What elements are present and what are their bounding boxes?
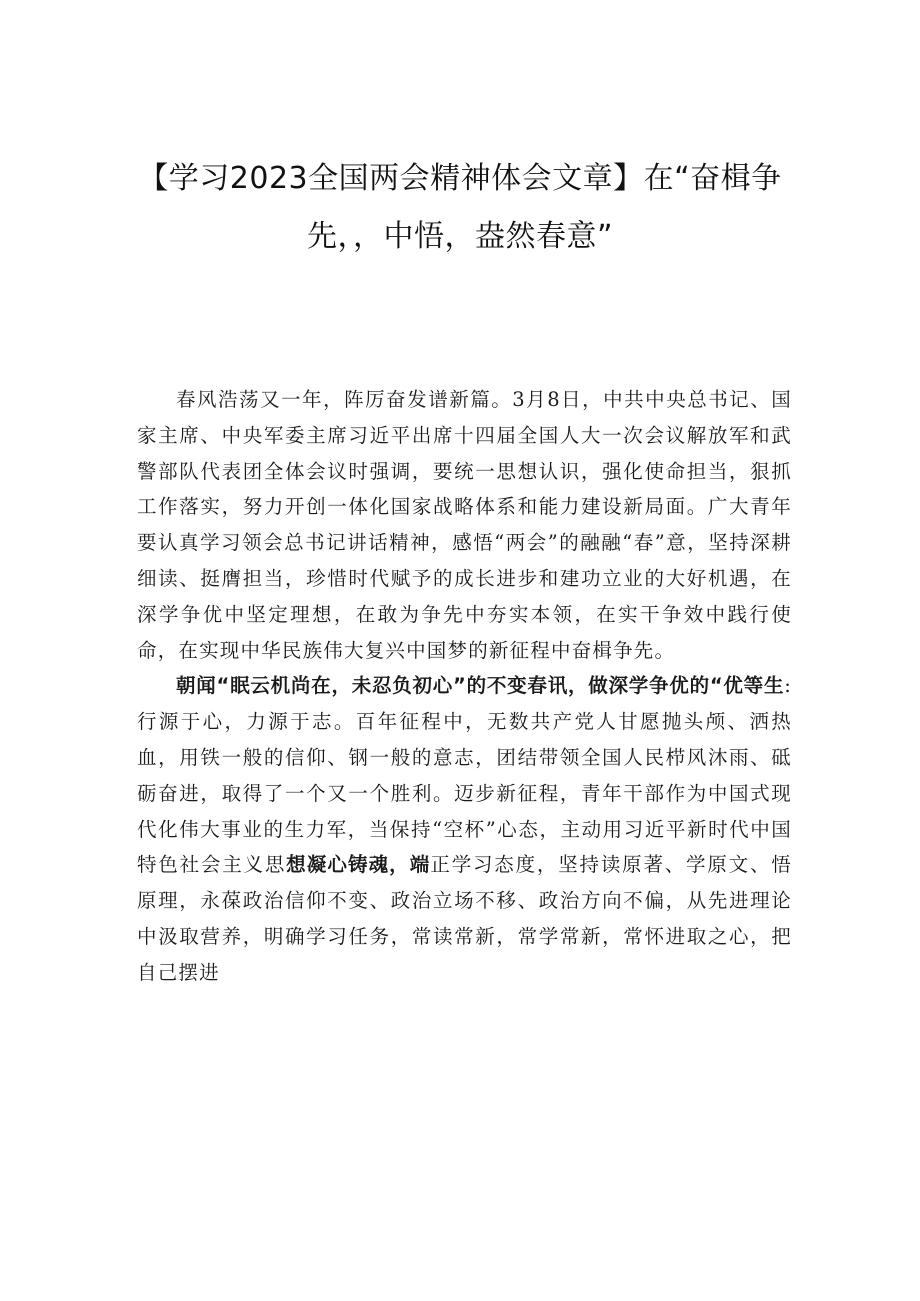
document-title: 【学习2023全国两会精神体会文章】在“奋楫争先，，中悟，盎然春意”	[138, 161, 782, 254]
paragraph-2-text-a: :行源于心，力源于志。百年征程中，无数共产党人甘愿抛头颅、洒热血，用铁一般的信仰、钢一般的意志，团结带领全国人民栉风沐雨、砥砺奋进，取得了一个又一个胜利。迈步新征程，青年干部作为中国式现代化伟大事业的生力军，当保持“空杯”心态，主动用习近平新时代中国特色社会主义思	[137, 674, 792, 877]
paragraph-2	[137, 668, 792, 990]
paragraph-2-text-b: 正学习态度，坚持读原著、学原文、悟原理，永葆政治信仰不变、政治立场不移、政治方向不偏，从先进理论中汲取营养，明确学习任务，常读常新，常学常新，常怀进取之心，把自己摆进	[137, 853, 792, 984]
paragraph-2-lead: 朝闻“眠云机尚在，未忍负初心”的不变春讯，做深学争优的“优等生	[176, 674, 785, 698]
document-body	[137, 382, 792, 991]
paragraph-1: 春风浩荡又一年，阵厉奋发谱新篇。3月8日，中共中央总书记、国家主席、中央军委主席习近平出席十四届全国人大一次会议解放军和武警部队代表团全体会议时强调，要统一思想认识，强化使命担当，狠抓工作落实，努力开创一体化国家战略体系和能力建设新局面。广大青年要认真学习领会总书记讲话精神，感悟“两会”的融融“春”意，坚持深耕细读、挺膺担当，珍惜时代赋予的成长进步和建功立业的大好机遇，在深学争优中坚定理想，在敢为争先中夯实本领，在实干争效中践行使命，在实现中华民族伟大复兴中国梦的新征程中奋楫争先。	[137, 388, 792, 662]
paragraph-2-bold-phrase: 想凝心铸魂，端	[286, 853, 431, 877]
